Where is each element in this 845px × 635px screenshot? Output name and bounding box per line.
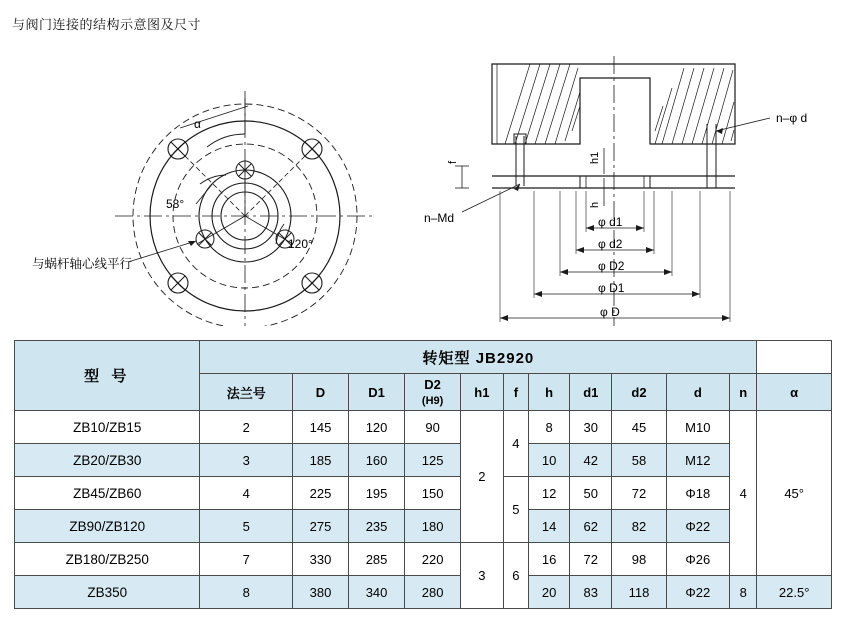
cell-h: 16 [529, 543, 570, 576]
header-D1: D1 [349, 374, 405, 411]
cell-D2: 125 [405, 444, 461, 477]
cell-D: 225 [292, 477, 348, 510]
cell-model: ZB90/ZB120 [15, 510, 200, 543]
label-phi-D: φ D [600, 305, 620, 319]
cell-D2: 220 [405, 543, 461, 576]
cell-h: 8 [529, 411, 570, 444]
dimensions-table [14, 340, 832, 609]
cell-D2: 180 [405, 510, 461, 543]
label-120: 120° [288, 237, 313, 251]
cell-h: 20 [529, 576, 570, 609]
page-caption: 与阀门连接的结构示意图及尺寸 [12, 17, 202, 32]
cell-D1: 235 [349, 510, 405, 543]
cell-d2: 72 [612, 477, 666, 510]
label-58: 58° [166, 197, 185, 211]
cell-d2: 45 [612, 411, 666, 444]
technical-drawing [0, 36, 845, 326]
header-D: D [292, 374, 348, 411]
cell-D: 380 [292, 576, 348, 609]
label-phi-D1: φ D1 [598, 281, 625, 295]
cell-D: 330 [292, 543, 348, 576]
header-h1: h1 [461, 374, 503, 411]
header-D2-label: D2 [424, 377, 441, 392]
label-f: f [447, 160, 459, 164]
cell-model: ZB45/ZB60 [15, 477, 200, 510]
cell-model: ZB180/ZB250 [15, 543, 200, 576]
cell-h: 12 [529, 477, 570, 510]
header-n: n [730, 374, 757, 411]
cell-flange: 5 [200, 510, 292, 543]
cell-d2: 58 [612, 444, 666, 477]
cell-d: Φ26 [666, 543, 730, 576]
cell-flange: 2 [200, 411, 292, 444]
cell-d1: 30 [570, 411, 612, 444]
table-row [15, 444, 832, 477]
cell-d1: 62 [570, 510, 612, 543]
cell-n-merged-top: 4 [730, 411, 757, 576]
header-d2: d2 [612, 374, 666, 411]
cell-flange: 3 [200, 444, 292, 477]
cell-model: ZB10/ZB15 [15, 411, 200, 444]
header-alpha: α [757, 374, 832, 411]
cell-d1: 83 [570, 576, 612, 609]
label-h1: h1 [589, 151, 601, 164]
cell-D1: 195 [349, 477, 405, 510]
cell-d: Φ22 [666, 576, 730, 609]
cell-alpha-merged-top: 45° [757, 411, 832, 576]
cell-D2: 150 [405, 477, 461, 510]
cell-f-merged-bottom: 6 [503, 543, 529, 609]
table-row [15, 576, 832, 609]
header-f: f [503, 374, 529, 411]
cell-d1: 42 [570, 444, 612, 477]
label-parallel-note: 与蜗杆轴心线平行 [32, 257, 133, 271]
label-n-phi-d: n–φ d [776, 111, 808, 125]
cell-h: 10 [529, 444, 570, 477]
cell-d: Φ22 [666, 510, 730, 543]
table-row [15, 543, 832, 576]
header-d1: d1 [570, 374, 612, 411]
cell-d1: 72 [570, 543, 612, 576]
label-h: h [589, 201, 601, 208]
label-n-md: n–Md [424, 211, 455, 225]
cell-D1: 160 [349, 444, 405, 477]
cell-h: 14 [529, 510, 570, 543]
cell-model: ZB350 [15, 576, 200, 609]
table-row [15, 510, 832, 543]
cell-D: 185 [292, 444, 348, 477]
label-phi-d1: φ d1 [598, 215, 623, 229]
header-model: 型 号 [15, 341, 200, 411]
label-phi-D2: φ D2 [598, 259, 625, 273]
cell-d: Φ18 [666, 477, 730, 510]
drawing-svg [0, 36, 845, 326]
cell-D1: 120 [349, 411, 405, 444]
label-alpha: α [194, 117, 201, 131]
cell-f-merged-mid: 5 [503, 477, 529, 543]
cell-flange: 8 [200, 576, 292, 609]
header-group-title: 转矩型 JB2920 [200, 341, 757, 374]
header-D2-sub: (H9) [421, 395, 444, 407]
cell-D2: 90 [405, 411, 461, 444]
cell-alpha-bottom: 22.5° [757, 576, 832, 609]
cell-h1-merged-top: 2 [461, 411, 503, 543]
header-h: h [529, 374, 570, 411]
cell-flange: 4 [200, 477, 292, 510]
table-row [15, 477, 832, 510]
cell-f-merged-top: 4 [503, 411, 529, 477]
cell-d2: 82 [612, 510, 666, 543]
table-header-title-row [15, 341, 832, 374]
cell-d: M10 [666, 411, 730, 444]
cell-D1: 285 [349, 543, 405, 576]
header-d: d [666, 374, 730, 411]
cell-d: M12 [666, 444, 730, 477]
cell-flange: 7 [200, 543, 292, 576]
cell-D: 275 [292, 510, 348, 543]
cell-d2: 118 [612, 576, 666, 609]
cell-d2: 98 [612, 543, 666, 576]
cell-model: ZB20/ZB30 [15, 444, 200, 477]
dimensions-table-wrapper [14, 340, 832, 609]
cell-n-bottom: 8 [730, 576, 757, 609]
header-D2 [405, 374, 461, 411]
table-row [15, 411, 832, 444]
cell-D: 145 [292, 411, 348, 444]
cell-d1: 50 [570, 477, 612, 510]
header-flange: 法兰号 [200, 374, 292, 411]
cell-D1: 340 [349, 576, 405, 609]
cell-D2: 280 [405, 576, 461, 609]
label-phi-d2: φ d2 [598, 237, 623, 251]
cell-h1-merged-bottom: 3 [461, 543, 503, 609]
